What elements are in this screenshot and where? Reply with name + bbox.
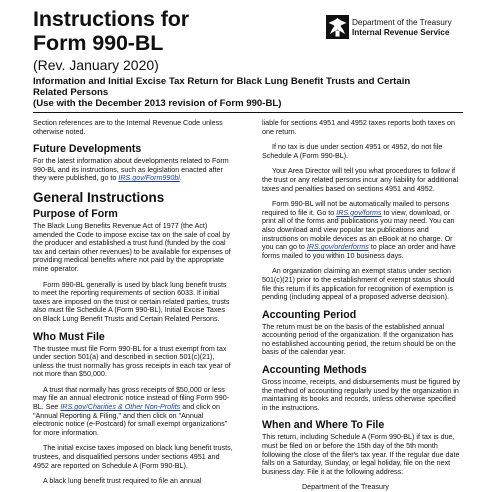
title-line-1: Instructions for [33, 7, 190, 31]
irs-eagle-logo-icon [325, 14, 350, 40]
future-text-b: . [179, 174, 182, 183]
p3-text-c: to place an order and have forms mailed to you within 10 business days. [262, 243, 456, 260]
subtitle-line-2: Related Persons [33, 87, 109, 98]
purpose-of-form-heading: Purpose of Form [33, 207, 118, 220]
filing-address-line-1: Department of the Treasury [302, 483, 389, 492]
revision-date: (Rev. January 2020) [33, 57, 159, 73]
when-where-to-file-text: This return, including Schedule A (Form 990-BL) if tax is due, must be filed on or before the 15th day of the 5th month following the close of the filer's tax year. If the regular due date falls on a Saturday, Sunday, or legal holiday, file on the next business day. File it at the following address: [262, 433, 460, 476]
purpose-paragraph-2: Form 990-BL generally is used by black lung benefit trusts to meet the reporting requirements of section 6033. If initial taxes are imposed on the trust or certain related parties, trusts also must file Schedule A (Form 990-BL), Initial Excise Taxes on Black Lung Benefit Trusts and Certain Related Persons. [33, 280, 230, 323]
accounting-period-heading: Accounting Period [262, 308, 357, 321]
irs-orderforms-link[interactable]: IRS.gov/orderforms [306, 243, 369, 252]
right-paragraph-4: An organization claiming an exempt status under section 501(c)(21) prior to the establishment of exempt status should file this return if its application for recognition of exemption is pending (including appeal of a proposed adverse decision). [262, 267, 455, 302]
agency-name [352, 18, 452, 38]
accounting-methods-heading: Accounting Methods [262, 364, 367, 377]
right-paragraph-3 [262, 200, 462, 260]
who-p2-text-b: and click on "Annual Reporting & Filing," and then click on "Annual electronic notice (e-Postcard) for small exempt organizations" for more information. [33, 403, 228, 437]
accounting-period-text: The return must be on the basis of the established annual accounting period of the organization. If the organization has no established accounting period, the return should be on the basis of the calendar year. [262, 322, 456, 357]
intro-note: Section references are to the Internal Revenue Code unless otherwise noted. [33, 119, 223, 136]
future-text-a: For the latest information about developments related to Form 990-BL and its instructions, such as legislation enacted after they were published, go to [33, 157, 229, 183]
who-paragraph-3: The initial excise taxes imposed on black lung benefit trusts, trustees, and disqualified persons under sections 4951 and 4952 are reported on Schedule A (Form 990-BL). [33, 444, 233, 470]
who-paragraph-4: A black lung benefit trust required to file an annual [43, 477, 202, 486]
who-p2-text-a: A trust that normally has gross receipts of $50,000 or less may file an annual electronic notice instead of filing Form 990-BL. See [33, 385, 230, 412]
purpose-paragraph-1: The Black Lung Benefits Revenue Act of 1977 (the Act) amended the Code to impose excise tax on the sale of coal by the producer and established a trust fund (funded by the coal tax and certain other revenues) to be available for expenses of providing medical benefits where not paid by the appropriate mine operator. [33, 221, 231, 273]
left-column [33, 119, 233, 486]
right-paragraph-1: If no tax is due under section 4951 or 4952, do not file Schedule A (Form 990-BL). [262, 143, 443, 160]
charities-nonprofits-link[interactable]: IRS.gov/Charities & Other Non-Profits [60, 403, 181, 412]
right-paragraph-2: Your Area Director will tell you what procedures to follow if the trust or any related persons incur any liability for additional taxes and penalties based on sections 4951 and 4952. [262, 167, 459, 193]
agency-line-2: Internal Revenue Service [352, 28, 450, 37]
form990bl-link[interactable]: IRS.gov/Form990bl [118, 174, 180, 183]
continued-paragraph: liable for sections 4951 and 4952 taxes reports both taxes on one return. [262, 119, 455, 136]
when-where-to-file-heading: When and Where To File [262, 419, 385, 432]
who-paragraph-1: The trustee must file Form 990-BL for a trust exempt from tax under section 501(a) and described in section 501(c)(21), unless the trust normally has gross receipts in each tax year of not more than $50,000. [33, 344, 231, 379]
agency-line-1: Department of the Treasury [352, 18, 452, 27]
subtitle-line-1: Information and Initial Excise Tax Return for Black Lung Benefit Trusts and Certain [33, 76, 411, 87]
who-must-file-heading: Who Must File [33, 330, 105, 343]
irs-forms-link[interactable]: IRS.gov/forms [336, 208, 382, 217]
future-developments-text [33, 157, 233, 183]
future-developments-heading: Future Developments [33, 143, 142, 156]
subtitle-line-3: (Use with the December 2013 revision of Form 990-BL) [33, 98, 282, 109]
accounting-methods-text: Gross income, receipts, and disbursements must be figured by the method of accounting regularly used by the organization in maintaining its books and records, unless otherwise specified in the instructions. [262, 378, 461, 412]
p3-text-a: Form 990-BL will not be automatically mailed to persons required to file it. Go to [262, 200, 450, 217]
title-line-2: Form 990-BL [33, 31, 164, 55]
general-instructions-heading: General Instructions [33, 189, 165, 205]
document-title [33, 7, 189, 55]
header-divider [33, 112, 463, 113]
right-column [262, 119, 462, 492]
document-subtitle [33, 76, 463, 109]
who-paragraph-2 [33, 386, 233, 438]
p3-text-b: to view, download, or print all of the forms and publications you may need. You can also download and view popular tax publications and instructions on mobile devices as an eBook at no charge. Or you can go to [262, 208, 455, 252]
